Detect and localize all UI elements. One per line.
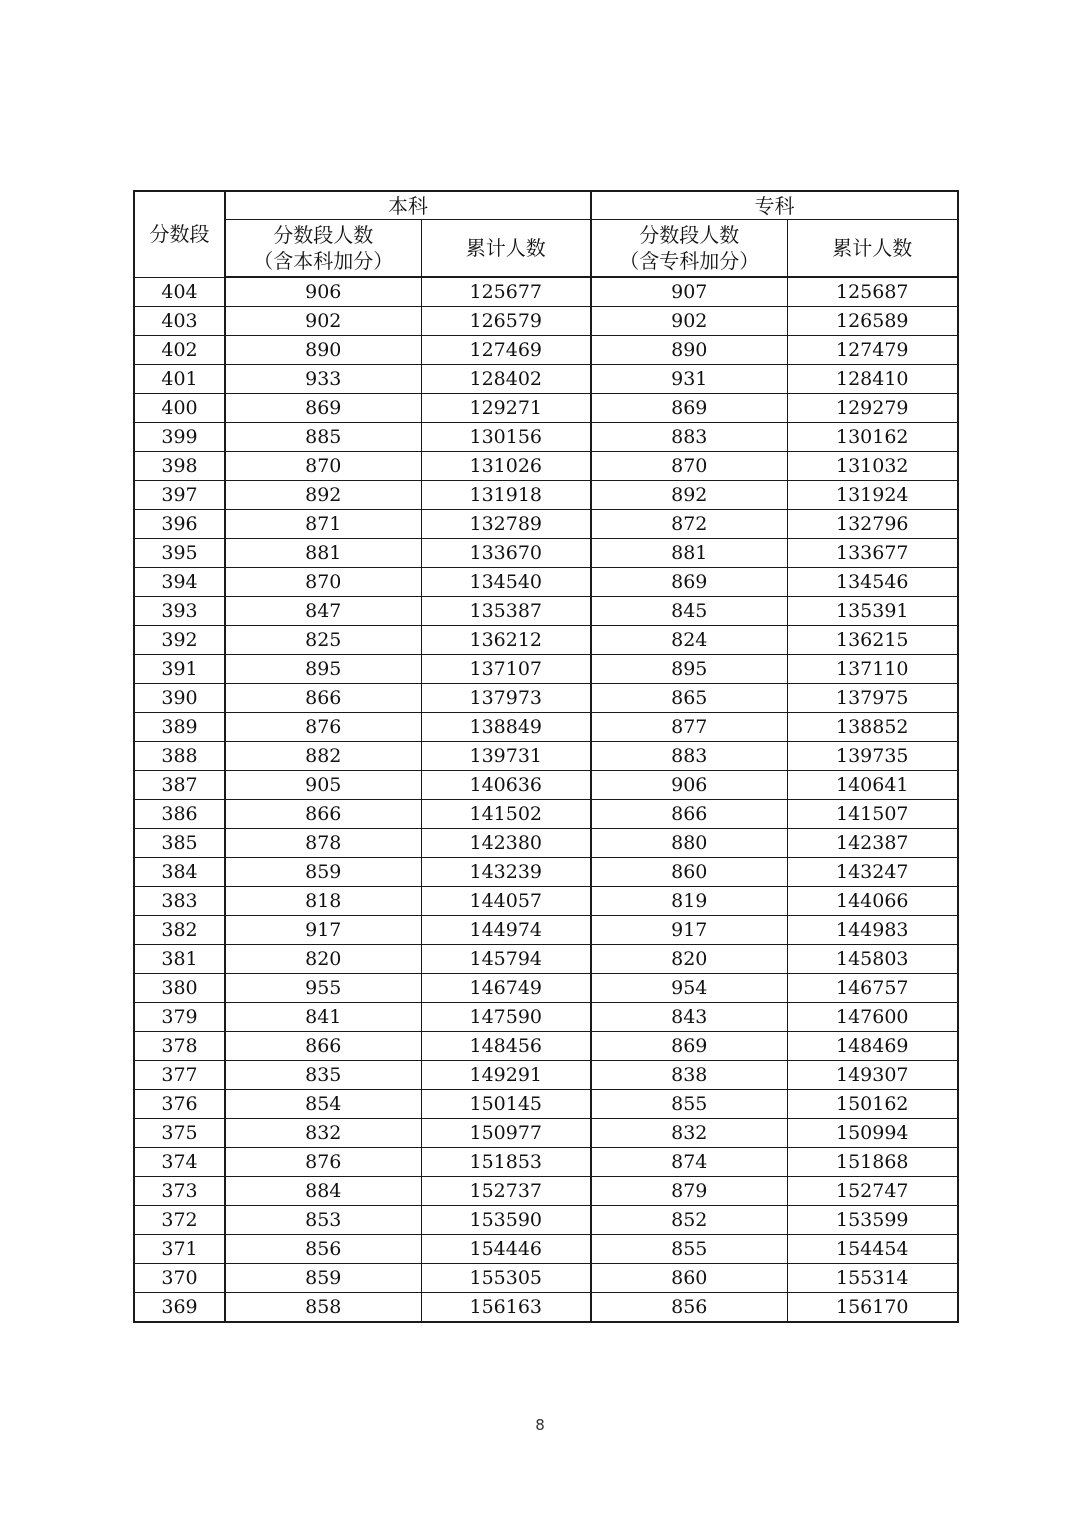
benke-cumulative-cell: 133670 bbox=[421, 539, 591, 568]
table-row bbox=[134, 394, 958, 423]
score-column-header: 分数段 bbox=[134, 191, 225, 277]
zhuanke-count-cell: 880 bbox=[591, 829, 787, 858]
benke-count-cell: 885 bbox=[225, 423, 421, 452]
zhuanke-count-cell: 869 bbox=[591, 1032, 787, 1061]
score-cell: 381 bbox=[134, 945, 225, 974]
benke-count-cell: 876 bbox=[225, 713, 421, 742]
benke-cumulative-cell: 144057 bbox=[421, 887, 591, 916]
zhuanke-count-cell: 819 bbox=[591, 887, 787, 916]
zhuanke-cumulative-cell: 127479 bbox=[787, 336, 958, 365]
benke-count-cell: 832 bbox=[225, 1119, 421, 1148]
benke-cumulative-cell: 147590 bbox=[421, 1003, 591, 1032]
table-row bbox=[134, 307, 958, 336]
table-row bbox=[134, 742, 958, 771]
zhuanke-count-cell: 879 bbox=[591, 1177, 787, 1206]
zhuanke-count-cell: 855 bbox=[591, 1090, 787, 1119]
zhuanke-cumulative-cell: 133677 bbox=[787, 539, 958, 568]
score-cell: 403 bbox=[134, 307, 225, 336]
zhuanke-cumulative-cell: 152747 bbox=[787, 1177, 958, 1206]
score-cell: 380 bbox=[134, 974, 225, 1003]
benke-count-cell: 892 bbox=[225, 481, 421, 510]
benke-count-cell: 870 bbox=[225, 568, 421, 597]
benke-cumulative-cell: 143239 bbox=[421, 858, 591, 887]
table-row bbox=[134, 277, 958, 307]
benke-count-cell: 841 bbox=[225, 1003, 421, 1032]
score-cell: 389 bbox=[134, 713, 225, 742]
benke-cumulative-cell: 132789 bbox=[421, 510, 591, 539]
score-cell: 375 bbox=[134, 1119, 225, 1148]
table-row bbox=[134, 684, 958, 713]
benke-cumulative-cell: 130156 bbox=[421, 423, 591, 452]
benke-count-cell: 882 bbox=[225, 742, 421, 771]
zhuanke-cumulative-cell: 148469 bbox=[787, 1032, 958, 1061]
zhuanke-cumulative-cell: 136215 bbox=[787, 626, 958, 655]
zhuanke-cumulative-cell: 151868 bbox=[787, 1148, 958, 1177]
zhuanke-count-cell: 931 bbox=[591, 365, 787, 394]
zhuanke-count-header-line2: （含专科加分） bbox=[619, 249, 760, 273]
zhuanke-count-cell: 869 bbox=[591, 394, 787, 423]
table-row bbox=[134, 1293, 958, 1323]
table-row bbox=[134, 974, 958, 1003]
zhuanke-cumulative-cell: 143247 bbox=[787, 858, 958, 887]
zhuanke-count-cell: 869 bbox=[591, 568, 787, 597]
table-row bbox=[134, 858, 958, 887]
table-row bbox=[134, 568, 958, 597]
zhuanke-cumulative-cell: 141507 bbox=[787, 800, 958, 829]
zhuanke-count-cell: 860 bbox=[591, 1264, 787, 1293]
zhuanke-count-cell: 870 bbox=[591, 452, 787, 481]
benke-cumulative-cell: 149291 bbox=[421, 1061, 591, 1090]
zhuanke-count-cell: 832 bbox=[591, 1119, 787, 1148]
benke-cumulative-header: 累计人数 bbox=[421, 220, 591, 278]
benke-cumulative-cell: 125677 bbox=[421, 277, 591, 307]
table-row bbox=[134, 626, 958, 655]
table-row bbox=[134, 1148, 958, 1177]
zhuanke-count-cell: 856 bbox=[591, 1293, 787, 1323]
score-cell: 398 bbox=[134, 452, 225, 481]
benke-count-cell: 818 bbox=[225, 887, 421, 916]
benke-count-cell: 933 bbox=[225, 365, 421, 394]
score-cell: 369 bbox=[134, 1293, 225, 1323]
benke-count-cell: 825 bbox=[225, 626, 421, 655]
table-row bbox=[134, 713, 958, 742]
score-cell: 386 bbox=[134, 800, 225, 829]
header-group-row bbox=[134, 191, 958, 220]
score-cell: 383 bbox=[134, 887, 225, 916]
score-cell: 401 bbox=[134, 365, 225, 394]
table-body bbox=[134, 277, 958, 1322]
benke-count-cell: 955 bbox=[225, 974, 421, 1003]
benke-count-cell: 866 bbox=[225, 1032, 421, 1061]
zhuanke-cumulative-cell: 150994 bbox=[787, 1119, 958, 1148]
zhuanke-count-cell: 874 bbox=[591, 1148, 787, 1177]
benke-count-cell: 858 bbox=[225, 1293, 421, 1323]
score-cell: 379 bbox=[134, 1003, 225, 1032]
benke-cumulative-cell: 144974 bbox=[421, 916, 591, 945]
zhuanke-cumulative-cell: 156170 bbox=[787, 1293, 958, 1323]
benke-count-cell: 847 bbox=[225, 597, 421, 626]
benke-cumulative-cell: 137973 bbox=[421, 684, 591, 713]
table-row bbox=[134, 423, 958, 452]
score-cell: 393 bbox=[134, 597, 225, 626]
benke-cumulative-cell: 135387 bbox=[421, 597, 591, 626]
benke-cumulative-cell: 148456 bbox=[421, 1032, 591, 1061]
benke-count-cell: 917 bbox=[225, 916, 421, 945]
zhuanke-count-cell: 845 bbox=[591, 597, 787, 626]
score-cell: 395 bbox=[134, 539, 225, 568]
benke-count-cell: 890 bbox=[225, 336, 421, 365]
zhuanke-count-cell: 883 bbox=[591, 423, 787, 452]
benke-cumulative-cell: 142380 bbox=[421, 829, 591, 858]
zhuanke-cumulative-cell: 132796 bbox=[787, 510, 958, 539]
zhuanke-cumulative-cell: 138852 bbox=[787, 713, 958, 742]
benke-count-cell: 859 bbox=[225, 1264, 421, 1293]
zhuanke-count-cell: 838 bbox=[591, 1061, 787, 1090]
benke-cumulative-cell: 134540 bbox=[421, 568, 591, 597]
benke-cumulative-cell: 152737 bbox=[421, 1177, 591, 1206]
benke-count-cell: 859 bbox=[225, 858, 421, 887]
table-row bbox=[134, 1061, 958, 1090]
table-row bbox=[134, 916, 958, 945]
score-cell: 372 bbox=[134, 1206, 225, 1235]
zhuanke-count-cell: 881 bbox=[591, 539, 787, 568]
zhuanke-count-header-line1: 分数段人数 bbox=[639, 223, 740, 247]
benke-cumulative-cell: 156163 bbox=[421, 1293, 591, 1323]
score-cell: 378 bbox=[134, 1032, 225, 1061]
benke-count-cell: 866 bbox=[225, 800, 421, 829]
zhuanke-cumulative-cell: 137975 bbox=[787, 684, 958, 713]
benke-count-cell: 884 bbox=[225, 1177, 421, 1206]
benke-cumulative-cell: 151853 bbox=[421, 1148, 591, 1177]
score-cell: 390 bbox=[134, 684, 225, 713]
table-row bbox=[134, 800, 958, 829]
zhuanke-count-cell: 865 bbox=[591, 684, 787, 713]
score-cell: 388 bbox=[134, 742, 225, 771]
zhuanke-cumulative-cell: 147600 bbox=[787, 1003, 958, 1032]
zhuanke-cumulative-cell: 135391 bbox=[787, 597, 958, 626]
zhuanke-cumulative-cell: 131032 bbox=[787, 452, 958, 481]
benke-group-header: 本科 bbox=[225, 191, 591, 220]
benke-cumulative-cell: 136212 bbox=[421, 626, 591, 655]
benke-cumulative-cell: 129271 bbox=[421, 394, 591, 423]
zhuanke-count-cell: 954 bbox=[591, 974, 787, 1003]
score-cell: 377 bbox=[134, 1061, 225, 1090]
zhuanke-cumulative-cell: 155314 bbox=[787, 1264, 958, 1293]
table-row bbox=[134, 452, 958, 481]
zhuanke-count-cell: 906 bbox=[591, 771, 787, 800]
benke-cumulative-cell: 145794 bbox=[421, 945, 591, 974]
zhuanke-count-cell: 890 bbox=[591, 336, 787, 365]
benke-cumulative-cell: 126579 bbox=[421, 307, 591, 336]
benke-cumulative-cell: 150977 bbox=[421, 1119, 591, 1148]
page-number: 8 bbox=[535, 1416, 545, 1434]
zhuanke-cumulative-header: 累计人数 bbox=[787, 220, 958, 278]
table-header bbox=[134, 191, 958, 277]
zhuanke-cumulative-cell: 134546 bbox=[787, 568, 958, 597]
table-row bbox=[134, 771, 958, 800]
zhuanke-cumulative-cell: 142387 bbox=[787, 829, 958, 858]
score-cell: 382 bbox=[134, 916, 225, 945]
score-cell: 376 bbox=[134, 1090, 225, 1119]
benke-count-cell: 856 bbox=[225, 1235, 421, 1264]
score-cell: 404 bbox=[134, 277, 225, 307]
table-row bbox=[134, 365, 958, 394]
zhuanke-count-cell: 917 bbox=[591, 916, 787, 945]
zhuanke-cumulative-cell: 150162 bbox=[787, 1090, 958, 1119]
benke-cumulative-cell: 141502 bbox=[421, 800, 591, 829]
table-row bbox=[134, 539, 958, 568]
table-row bbox=[134, 1235, 958, 1264]
table-row bbox=[134, 945, 958, 974]
benke-cumulative-cell: 138849 bbox=[421, 713, 591, 742]
zhuanke-count-cell: 852 bbox=[591, 1206, 787, 1235]
zhuanke-count-cell: 820 bbox=[591, 945, 787, 974]
zhuanke-cumulative-cell: 144066 bbox=[787, 887, 958, 916]
benke-count-header-line1: 分数段人数 bbox=[273, 223, 374, 247]
table-row bbox=[134, 1032, 958, 1061]
score-cell: 397 bbox=[134, 481, 225, 510]
benke-cumulative-cell: 146749 bbox=[421, 974, 591, 1003]
zhuanke-cumulative-cell: 130162 bbox=[787, 423, 958, 452]
score-cell: 371 bbox=[134, 1235, 225, 1264]
zhuanke-count-cell: 907 bbox=[591, 277, 787, 307]
zhuanke-cumulative-cell: 125687 bbox=[787, 277, 958, 307]
zhuanke-cumulative-cell: 140641 bbox=[787, 771, 958, 800]
zhuanke-count-cell: 895 bbox=[591, 655, 787, 684]
table-row bbox=[134, 597, 958, 626]
table-row bbox=[134, 481, 958, 510]
table-row bbox=[134, 1206, 958, 1235]
score-cell: 384 bbox=[134, 858, 225, 887]
zhuanke-count-cell: 892 bbox=[591, 481, 787, 510]
score-cell: 394 bbox=[134, 568, 225, 597]
benke-count-cell: 853 bbox=[225, 1206, 421, 1235]
benke-count-cell: 881 bbox=[225, 539, 421, 568]
table-row bbox=[134, 655, 958, 684]
score-cell: 373 bbox=[134, 1177, 225, 1206]
score-cell: 387 bbox=[134, 771, 225, 800]
score-cell: 402 bbox=[134, 336, 225, 365]
benke-count-cell: 854 bbox=[225, 1090, 421, 1119]
zhuanke-cumulative-cell: 131924 bbox=[787, 481, 958, 510]
benke-cumulative-cell: 137107 bbox=[421, 655, 591, 684]
benke-count-cell: 876 bbox=[225, 1148, 421, 1177]
benke-cumulative-cell: 139731 bbox=[421, 742, 591, 771]
zhuanke-cumulative-cell: 126589 bbox=[787, 307, 958, 336]
table-row bbox=[134, 1003, 958, 1032]
table-row bbox=[134, 887, 958, 916]
benke-count-cell: 905 bbox=[225, 771, 421, 800]
score-cell: 400 bbox=[134, 394, 225, 423]
score-cell: 392 bbox=[134, 626, 225, 655]
zhuanke-cumulative-cell: 144983 bbox=[787, 916, 958, 945]
score-cell: 399 bbox=[134, 423, 225, 452]
zhuanke-cumulative-cell: 137110 bbox=[787, 655, 958, 684]
zhuanke-cumulative-cell: 128410 bbox=[787, 365, 958, 394]
zhuanke-count-cell: 824 bbox=[591, 626, 787, 655]
benke-cumulative-cell: 131026 bbox=[421, 452, 591, 481]
benke-count-cell: 866 bbox=[225, 684, 421, 713]
header-sub-row bbox=[134, 220, 958, 278]
benke-cumulative-cell: 150145 bbox=[421, 1090, 591, 1119]
benke-count-cell: 902 bbox=[225, 307, 421, 336]
score-cell: 385 bbox=[134, 829, 225, 858]
benke-count-cell: 895 bbox=[225, 655, 421, 684]
table-row bbox=[134, 1090, 958, 1119]
zhuanke-cumulative-cell: 139735 bbox=[787, 742, 958, 771]
benke-count-header bbox=[225, 220, 421, 278]
benke-count-cell: 869 bbox=[225, 394, 421, 423]
zhuanke-cumulative-cell: 153599 bbox=[787, 1206, 958, 1235]
zhuanke-count-header bbox=[591, 220, 787, 278]
benke-count-cell: 906 bbox=[225, 277, 421, 307]
score-distribution-table bbox=[133, 190, 959, 1323]
zhuanke-count-cell: 872 bbox=[591, 510, 787, 539]
benke-cumulative-cell: 154446 bbox=[421, 1235, 591, 1264]
zhuanke-count-cell: 883 bbox=[591, 742, 787, 771]
table-row bbox=[134, 1119, 958, 1148]
benke-count-cell: 870 bbox=[225, 452, 421, 481]
score-cell: 396 bbox=[134, 510, 225, 539]
benke-cumulative-cell: 155305 bbox=[421, 1264, 591, 1293]
benke-count-cell: 820 bbox=[225, 945, 421, 974]
table-row bbox=[134, 829, 958, 858]
zhuanke-cumulative-cell: 149307 bbox=[787, 1061, 958, 1090]
benke-cumulative-cell: 153590 bbox=[421, 1206, 591, 1235]
zhuanke-count-cell: 860 bbox=[591, 858, 787, 887]
zhuanke-cumulative-cell: 146757 bbox=[787, 974, 958, 1003]
zhuanke-count-cell: 843 bbox=[591, 1003, 787, 1032]
benke-count-cell: 835 bbox=[225, 1061, 421, 1090]
zhuanke-group-header: 专科 bbox=[591, 191, 958, 220]
table-row bbox=[134, 1177, 958, 1206]
benke-cumulative-cell: 127469 bbox=[421, 336, 591, 365]
zhuanke-count-cell: 877 bbox=[591, 713, 787, 742]
zhuanke-count-cell: 866 bbox=[591, 800, 787, 829]
benke-count-cell: 871 bbox=[225, 510, 421, 539]
zhuanke-cumulative-cell: 145803 bbox=[787, 945, 958, 974]
score-cell: 370 bbox=[134, 1264, 225, 1293]
benke-cumulative-cell: 131918 bbox=[421, 481, 591, 510]
table-row bbox=[134, 336, 958, 365]
benke-count-header-line2: （含本科加分） bbox=[253, 249, 394, 273]
score-cell: 391 bbox=[134, 655, 225, 684]
table-row bbox=[134, 1264, 958, 1293]
benke-count-cell: 878 bbox=[225, 829, 421, 858]
zhuanke-cumulative-cell: 129279 bbox=[787, 394, 958, 423]
zhuanke-count-cell: 855 bbox=[591, 1235, 787, 1264]
zhuanke-cumulative-cell: 154454 bbox=[787, 1235, 958, 1264]
score-cell: 374 bbox=[134, 1148, 225, 1177]
table-row bbox=[134, 510, 958, 539]
benke-cumulative-cell: 140636 bbox=[421, 771, 591, 800]
benke-cumulative-cell: 128402 bbox=[421, 365, 591, 394]
zhuanke-count-cell: 902 bbox=[591, 307, 787, 336]
